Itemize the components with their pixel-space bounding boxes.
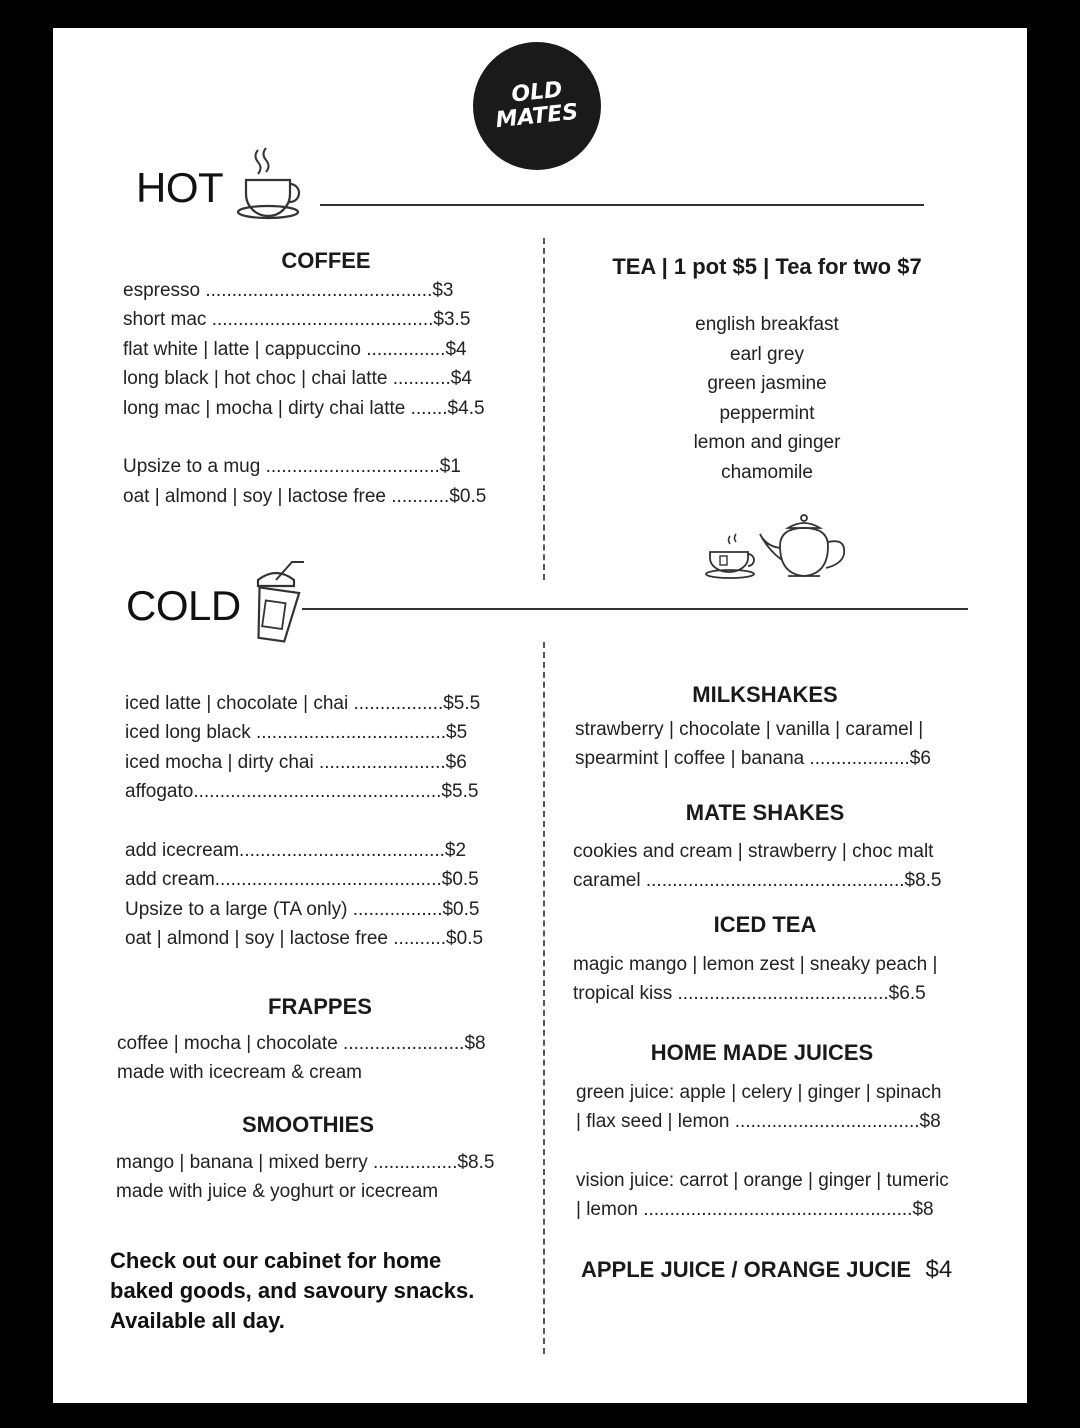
- tea-item: green jasmine: [707, 373, 827, 394]
- hot-column-divider: [543, 238, 545, 580]
- apple-juice-price: $4: [925, 1256, 953, 1283]
- cold-title: COLD: [126, 582, 241, 629]
- milkshakes-line: spearmint | coffee | banana ...................$6: [575, 748, 931, 769]
- cold-extra: oat | almond | soy | lactose free ..........$0.5: [125, 928, 484, 949]
- hot-divider: [320, 204, 924, 206]
- coffee-item: long mac | mocha | dirty chai latte .......$4.5: [123, 398, 485, 419]
- vision-juice-line: vision juice: carrot | orange | ginger | tumeric: [576, 1170, 949, 1191]
- old-mates-logo: [473, 42, 601, 170]
- coffee-extra: Upsize to a mug .................................$1: [123, 456, 461, 477]
- cold-item: iced long black ....................................$5: [125, 722, 468, 743]
- smoothies-line: mango | banana | mixed berry ................$8.5: [116, 1152, 495, 1173]
- coffee-item: long black | hot choc | chai latte ...........$4: [123, 368, 472, 389]
- vision-juice-line: | lemon ...................................................$8: [576, 1199, 934, 1220]
- frappes-line: coffee | mocha | chocolate .......................$8: [117, 1033, 486, 1054]
- coffee-extra: oat | almond | soy | lactose free ...........$0.5: [123, 486, 487, 507]
- logo-line-2: MATES: [494, 99, 580, 134]
- cold-extra: add icecream.......................................$2: [125, 840, 467, 861]
- tea-item: peppermint: [719, 402, 815, 424]
- cold-extra: add cream...........................................$0.5: [125, 869, 479, 890]
- milkshakes-line: strawberry | chocolate | vanilla | caramel |: [575, 719, 924, 740]
- frappes-heading: FRAPPES: [268, 994, 372, 1019]
- cold-extra: Upsize to a large (TA only) .................$0.5: [125, 899, 480, 920]
- iced-drink-icon: [246, 558, 310, 644]
- iced-tea-line: magic mango | lemon zest | sneaky peach |: [573, 954, 938, 975]
- tea-item: chamomile: [721, 461, 813, 483]
- hot-title: HOT: [136, 164, 224, 211]
- cold-item: affogato...............................................$5.5: [125, 781, 479, 802]
- iced-tea-heading: ICED TEA: [713, 912, 817, 937]
- mate-shakes-heading: MATE SHAKES: [685, 800, 845, 825]
- smoothies-heading: SMOOTHIES: [241, 1112, 374, 1137]
- frappes-line: made with icecream & cream: [117, 1062, 362, 1083]
- teapot-icon: [704, 512, 848, 582]
- tea-item: lemon and ginger: [693, 432, 841, 453]
- cold-column-divider: [543, 642, 545, 1354]
- juices-heading: HOME MADE JUICES: [650, 1040, 874, 1065]
- coffee-cup-icon: [236, 146, 308, 222]
- tea-list: [614, 310, 920, 487]
- apple-orange-juice: [581, 1256, 952, 1284]
- mate-shakes-line: caramel .................................................$8.5: [573, 870, 942, 891]
- cold-item: iced mocha | dirty chai ........................$6: [125, 752, 467, 773]
- coffee-item: flat white | latte | cappuccino ...............$4: [123, 339, 467, 360]
- cabinet-note-line: Check out our cabinet for home: [110, 1248, 442, 1273]
- green-juice-line: | flax seed | lemon ...................................$8: [576, 1111, 941, 1132]
- cold-item: iced latte | chocolate | chai .................$5.5: [125, 693, 481, 714]
- logo-line-1: OLD: [510, 77, 564, 108]
- cabinet-note-line: baked goods, and savoury snacks.: [110, 1278, 475, 1303]
- green-juice-line: green juice: apple | celery | ginger | spinach: [576, 1082, 942, 1103]
- iced-tea-line: tropical kiss ........................................$6.5: [573, 983, 926, 1004]
- coffee-item: espresso ...........................................$3: [123, 280, 454, 301]
- cabinet-note: [110, 1246, 474, 1336]
- milkshakes-heading: MILKSHAKES: [692, 682, 838, 707]
- apple-juice-label: APPLE JUICE / ORANGE JUCIE: [581, 1257, 912, 1282]
- cold-divider: [302, 608, 968, 610]
- tea-item: earl grey: [730, 343, 804, 365]
- coffee-heading: COFFEE: [281, 248, 371, 273]
- tea-item: english breakfast: [695, 314, 839, 335]
- mate-shakes-line: cookies and cream | strawberry | choc malt: [573, 841, 934, 862]
- coffee-item: short mac ..........................................$3.5: [123, 309, 471, 330]
- tea-heading: TEA | 1 pot $5 | Tea for two $7: [612, 254, 922, 279]
- smoothies-line: made with juice & yoghurt or icecream: [116, 1181, 439, 1202]
- cabinet-note-line: Available all day.: [110, 1308, 285, 1333]
